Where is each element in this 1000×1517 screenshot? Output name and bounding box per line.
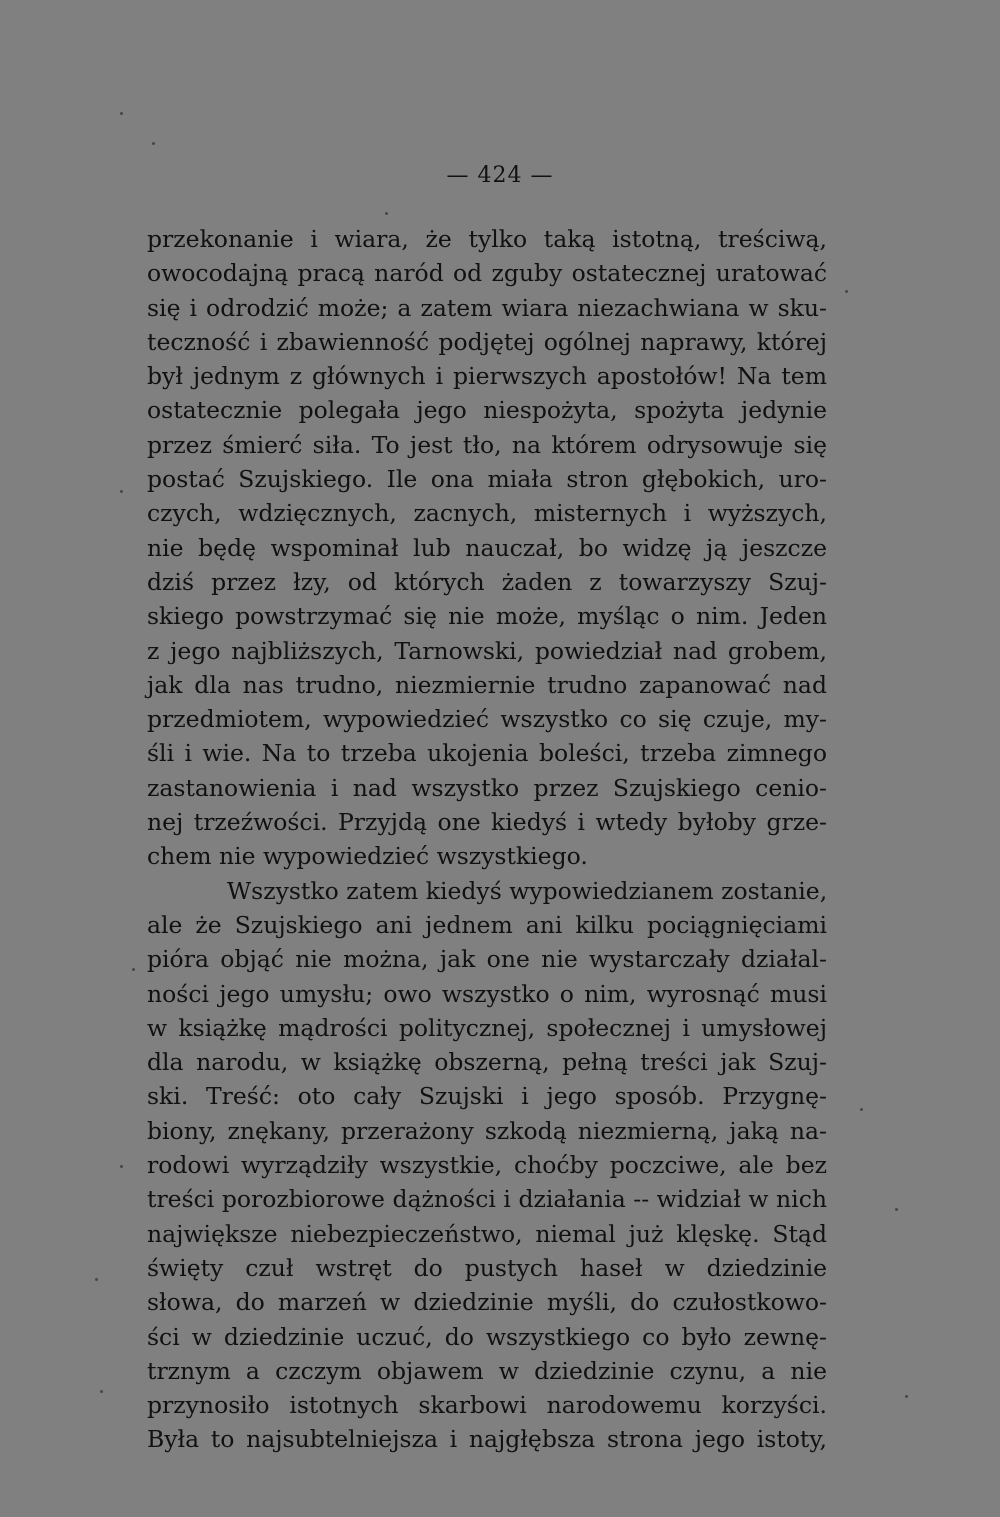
text-line: ności jego umysłu; owo wszystko o nim, wyrosnąć musi [147, 979, 827, 1008]
text-line: postać Szujskiego. Ile ona miała stron głębokich, uro- [147, 465, 827, 494]
text-line: Wszystko zatem kiedyś wypowiedzianem zostanie, [227, 876, 828, 905]
text-line: przynosiło istotnych skarbowi narodowemu korzyści. [147, 1391, 827, 1420]
scan-speck [120, 490, 123, 493]
text-line: rodowi wyrządziły wszystkie, choćby poczciwe, ale bez [147, 1151, 827, 1180]
text-line: się i odrodzić może; a zatem wiara niezachwiana w sku- [147, 293, 827, 322]
text-line: był jednym z głównych i pierwszych apostołów! Na tem [147, 362, 827, 391]
text-line: największe niebezpieczeństwo, niemal już klęskę. Stąd [147, 1219, 827, 1248]
text-line: skiego powstrzymać się nie może, myśląc o nim. Jeden [147, 602, 827, 631]
body-text [147, 222, 827, 1457]
text-line: słowa, do marzeń w dziedzinie myśli, do czułostkowo- [147, 1288, 827, 1317]
scan-speck [100, 1390, 103, 1393]
scan-speck [860, 1108, 863, 1111]
scan-speck [895, 1208, 898, 1211]
text-line: święty czuł wstręt do pustych haseł w dziedzinie [147, 1253, 827, 1282]
text-line: dla narodu, w książkę obszerną, pełną treści jak Szuj- [147, 1048, 827, 1077]
scan-speck [95, 1278, 98, 1281]
page-number: — 424 — [446, 163, 554, 188]
text-line: śli i wie. Na to trzeba ukojenia boleści, trzeba zimnego [147, 739, 827, 768]
text-line: ale że Szujskiego ani jednem ani kilku pociągnięciami [147, 910, 827, 939]
scan-speck [120, 112, 123, 115]
text-line: przedmiotem, wypowiedzieć wszystko co się czuje, my- [147, 705, 827, 734]
text-line: przekonanie i wiara, że tylko taką istotną, treściwą, [147, 225, 827, 253]
paragraph-2 [147, 874, 827, 1457]
text-line: zastanowienia i nad wszystko przez Szujskiego cenio- [147, 773, 827, 802]
scan-speck [385, 212, 388, 215]
text-line: teczność i zbawienność podjętej ogólnej naprawy, której [147, 327, 827, 356]
text-line: dziś przez łzy, od których żaden z towarzyszy Szuj- [147, 567, 827, 596]
text-line: przez śmierć siła. To jest tło, na którem odrysowuje się [147, 430, 827, 459]
text-line: z jego najbliższych, Tarnowski, powiedział nad grobem, [147, 636, 827, 665]
text-line: trznym a czczym objawem w dziedzinie czynu, a nie [147, 1356, 827, 1385]
text-line: w książkę mądrości politycznej, społecznej i umysłowej [147, 1013, 827, 1042]
text-line: ostatecznie polegała jego niespożyta, spożyta jedynie [147, 396, 827, 425]
scan-speck [132, 968, 135, 971]
text-line: treści porozbiorowe dążności i działania -- widział w nich [147, 1185, 827, 1214]
text-line: jak dla nas trudno, niezmiernie trudno zapanować nad [147, 670, 827, 699]
text-line: owocodajną pracą naród od zguby ostatecznej uratować [147, 259, 827, 288]
paragraph-1 [147, 222, 827, 874]
text-line: nej trzeźwości. Przyjdą one kiedyś i wtedy byłoby grze- [147, 808, 827, 837]
scan-speck [152, 142, 155, 145]
text-line: ści w dziedzinie uczuć, do wszystkiego co było zewnę- [147, 1322, 827, 1351]
text-line: biony, znękany, przerażony szkodą niezmierną, jaką na- [147, 1116, 827, 1145]
text-line: pióra objąć nie można, jak one nie wystarczały działal- [147, 945, 827, 974]
text-line: nie będę wspominał lub nauczał, bo widzę ją jeszcze [147, 533, 827, 562]
scan-speck [845, 290, 848, 293]
text-line: czych, wdzięcznych, zacnych, misternych i wyższych, [147, 499, 827, 528]
text-line: Była to najsubtelniejsza i najgłębsza strona jego istoty, [147, 1425, 827, 1454]
text-line: chem nie wypowiedzieć wszystkiego. [147, 842, 588, 871]
scan-speck [120, 1165, 123, 1168]
text-line: ski. Treść: oto cały Szujski i jego sposób. Przygnę- [147, 1082, 827, 1111]
scan-speck [905, 1395, 908, 1398]
